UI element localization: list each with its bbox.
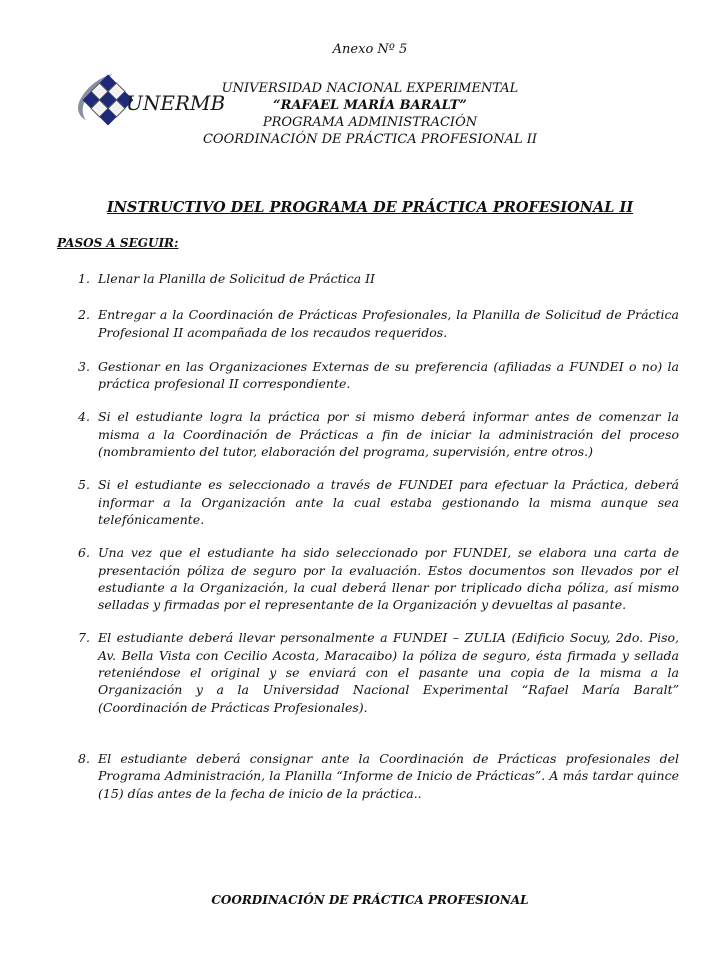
step-number: 3.	[78, 358, 90, 374]
step-text: Gestionar en las Organizaciones Externas de su preferencia (afiliadas a FUNDEI o no) la práctica profesional II correspondiente.	[98, 358, 679, 392]
step-text: El estudiante deberá consignar ante la Coordinación de Prácticas profesionales del Programa Administración, la Planilla “Informe de Inicio de Prácticas”. A más tardar quince (15) días antes de la fecha de inicio de la práctica..	[98, 750, 679, 801]
step-item	[78, 306, 679, 341]
step-item	[78, 270, 679, 287]
step-number: 1.	[78, 271, 90, 286]
document-title: INSTRUCTIVO DEL PROGRAMA DE PRÁCTICA PROFESIONAL II	[106, 199, 634, 216]
step-item	[78, 629, 679, 715]
step-item	[78, 408, 679, 460]
step-text: Una vez que el estudiante ha sido seleccionado por FUNDEI, se elabora una carta de presentación póliza de seguro por la evaluación. Estos documentos son llevados por el estudiante a la Organización, la cual deberá llenar por triplicado dicha póliza, así mismo selladas y firmadas por el representante de la Organización y devueltas al pasante.	[98, 545, 679, 613]
step-item	[78, 750, 679, 802]
logo-text: UNERMB	[126, 91, 226, 115]
header-line-program: PROGRAMA ADMINISTRACIÓN	[262, 115, 478, 130]
step-item	[78, 358, 679, 393]
step-number: 8.	[78, 750, 90, 766]
step-text: Entregar a la Coordinación de Prácticas Profesionales, la Planilla de Solicitud de Práctica Profesional II acompañada de los recaudos requeridos.	[98, 307, 679, 340]
step-text: El estudiante deberá llevar personalmente a FUNDEI – ZULIA (Edificio Socuy, 2do. Piso, Av. Bella Vista con Cecilio Acosta, Maracaibo) la póliza de seguro, ésta firmada y sellada reteniéndose el original y se enviará con el pasante una copia de la misma a la Organización y a la Universidad Nacional Experimental “Rafael María Baralt” (Coordinación de Prácticas Profesionales).	[98, 630, 679, 715]
step-number: 6.	[78, 545, 90, 561]
steps-list	[78, 270, 679, 802]
step-text: Llenar la Planilla de Solicitud de Práctica II	[98, 271, 375, 286]
step-text: Si el estudiante es seleccionado a través de FUNDEI para efectuar la Práctica, deberá informar a la Organización ante la cual estaba gestionando la misma aunque sea telefónicamente.	[98, 477, 679, 527]
step-number: 4.	[78, 409, 90, 425]
header-line-coordination: COORDINACIÓN DE PRÁCTICA PROFESIONAL II	[202, 132, 537, 147]
footer-signature: COORDINACIÓN DE PRÁCTICA PROFESIONAL	[211, 893, 529, 907]
steps-heading: PASOS A SEGUIR:	[57, 236, 179, 250]
step-item	[78, 476, 679, 528]
step-text: Si el estudiante logra la práctica por si mismo deberá informar antes de comenzar la misma a la Coordinación de Prácticas a fin de iniciar la administración del proceso (nombramiento del tutor, elaboración del programa, supervisión, entre otros.)	[98, 409, 679, 460]
step-item	[78, 544, 679, 613]
header-line-name: “RAFAEL MARÍA BARALT”	[273, 98, 467, 113]
university-header	[0, 80, 720, 148]
step-number: 2.	[78, 307, 90, 323]
annex-label: Anexo Nº 5	[332, 42, 408, 57]
step-number: 5.	[78, 477, 90, 493]
header-line-university: UNIVERSIDAD NACIONAL EXPERIMENTAL	[221, 81, 519, 96]
step-number: 7.	[78, 630, 90, 646]
